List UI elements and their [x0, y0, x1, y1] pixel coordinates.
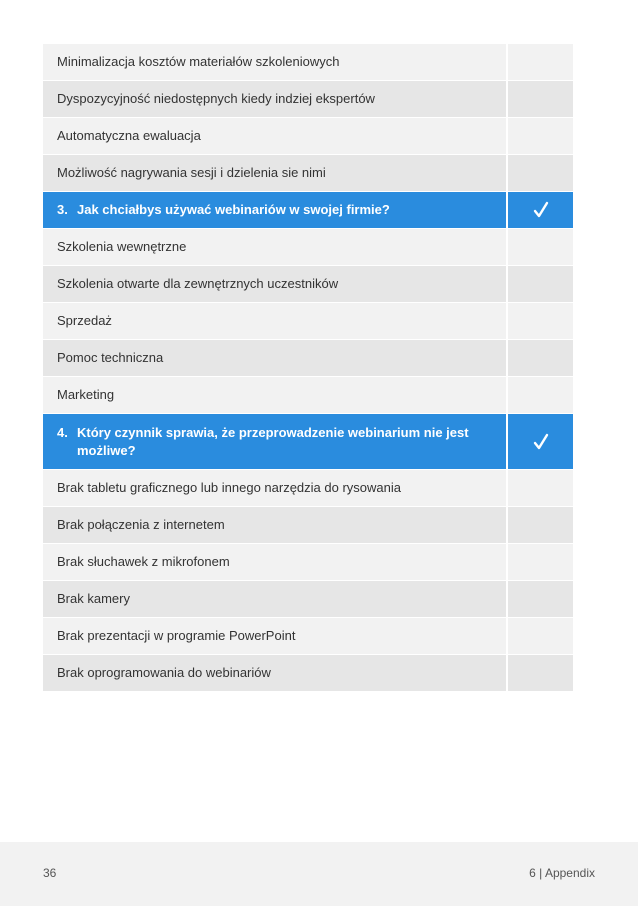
- table-row: [43, 507, 573, 544]
- table-row: [43, 340, 573, 377]
- table-row: [43, 44, 573, 81]
- row-label: Brak tabletu graficznego lub innego narzędzia do rysowania: [43, 470, 508, 506]
- survey-table: [43, 44, 573, 692]
- table-row: [43, 377, 573, 414]
- checkbox-cell[interactable]: [508, 470, 573, 506]
- question-header-row: [43, 414, 573, 470]
- table-row: [43, 303, 573, 340]
- checkbox-cell[interactable]: [508, 81, 573, 117]
- table-row: [43, 118, 573, 155]
- section-label: 6 | Appendix: [529, 866, 595, 880]
- row-label: Brak połączenia z internetem: [43, 507, 508, 543]
- row-label: Marketing: [43, 377, 508, 413]
- row-label: Brak prezentacji w programie PowerPoint: [43, 618, 508, 654]
- checkmark-icon: [533, 433, 549, 451]
- checkbox-cell[interactable]: [508, 303, 573, 339]
- checkbox-cell[interactable]: [508, 377, 573, 413]
- checkbox-cell[interactable]: [508, 544, 573, 580]
- question-text: Który czynnik sprawia, że przeprowadzenie webinarium nie jest możliwe?: [77, 425, 469, 458]
- table-row: [43, 81, 573, 118]
- checkbox-cell[interactable]: [508, 118, 573, 154]
- question-number: 3.: [57, 202, 68, 217]
- question-header-row: [43, 192, 573, 229]
- page-number: 36: [43, 866, 57, 880]
- row-label: Brak kamery: [43, 581, 508, 617]
- table-row: [43, 266, 573, 303]
- checkmark-icon: [533, 201, 549, 219]
- checkbox-cell[interactable]: [508, 229, 573, 265]
- checkbox-cell[interactable]: [508, 655, 573, 691]
- row-label: Brak słuchawek z mikrofonem: [43, 544, 508, 580]
- checkbox-cell[interactable]: [508, 581, 573, 617]
- checkbox-cell[interactable]: [508, 155, 573, 191]
- checkbox-cell[interactable]: [508, 44, 573, 80]
- row-label: Automatyczna ewaluacja: [43, 118, 508, 154]
- row-label: Szkolenia otwarte dla zewnętrznych uczestników: [43, 266, 508, 302]
- table-row: [43, 618, 573, 655]
- checkbox-cell[interactable]: [508, 340, 573, 376]
- question-text: Jak chciałbys używać webinariów w swojej firmie?: [77, 202, 390, 217]
- table-row: [43, 544, 573, 581]
- row-label: Sprzedaż: [43, 303, 508, 339]
- row-label: Dyspozycyjność niedostępnych kiedy indziej ekspertów: [43, 81, 508, 117]
- question-number: 4.: [57, 425, 68, 440]
- row-label: Pomoc techniczna: [43, 340, 508, 376]
- row-label: Minimalizacja kosztów materiałów szkoleniowych: [43, 44, 508, 80]
- table-row: [43, 470, 573, 507]
- table-row: [43, 155, 573, 192]
- row-label: Szkolenia wewnętrzne: [43, 229, 508, 265]
- checkbox-cell[interactable]: [508, 618, 573, 654]
- table-row: [43, 655, 573, 692]
- row-label: Możliwość nagrywania sesji i dzielenia sie nimi: [43, 155, 508, 191]
- table-row: [43, 581, 573, 618]
- row-label: Brak oprogramowania do webinariów: [43, 655, 508, 691]
- table-row: [43, 229, 573, 266]
- page-footer: [0, 842, 638, 906]
- checkbox-cell[interactable]: [508, 266, 573, 302]
- checkbox-cell[interactable]: [508, 507, 573, 543]
